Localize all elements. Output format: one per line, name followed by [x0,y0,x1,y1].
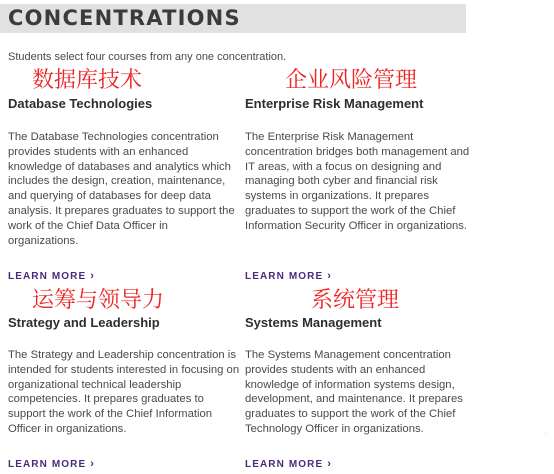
learn-more-link[interactable] [8,270,94,283]
card-title: Enterprise Risk Management [245,96,424,111]
chevron-right-icon: › [327,270,331,282]
learn-more-label: LEARN MORE [245,271,324,282]
concentration-card-systems-management [245,286,477,472]
chevron-right-icon: › [90,270,94,282]
learn-more-label: LEARN MORE [8,271,87,282]
learn-more-label: LEARN MORE [245,459,324,470]
learn-more-link[interactable] [245,270,331,283]
intro-text: Students select four courses from any one concentration. [8,51,287,63]
concentration-card-enterprise-risk-management [245,66,477,286]
annotation-label: 运筹与领导力 [32,288,165,313]
edge-decoration: ∵ [544,432,549,439]
concentration-card-database-technologies [8,66,240,286]
annotation-label: 系统管理 [311,288,400,313]
chevron-right-icon: › [327,458,331,470]
learn-more-link[interactable] [245,458,331,471]
learn-more-link[interactable] [8,458,94,471]
card-description: The Strategy and Leadership concentration is intended for students interested in focusing on organizational technical leadership competencies. It prepares graduates to support the work of the Chief Information Officer in organizations. [8,349,240,435]
annotation-label: 企业风险管理 [285,68,418,93]
card-description: The Enterprise Risk Management concentration bridges both management and IT areas, with a focus on designing and managing both cyber and financial risk systems in organizations. It prepares graduates to support the work of the Chief Information Security Officer in organizations. [245,131,470,232]
chevron-right-icon: › [90,458,94,470]
learn-more-label: LEARN MORE [8,459,87,470]
card-title: Strategy and Leadership [8,315,160,330]
card-title: Database Technologies [8,96,153,111]
concentration-card-strategy-and-leadership [8,286,240,472]
card-description: The Database Technologies concentration provides students with an enhanced knowledge of databases and analytics which includes the design, creation, maintenance, and querying of databases for deep data analysis. It prepares graduates to support the work of the Chief Data Officer in organizations. [8,131,235,247]
card-title: Systems Management [245,315,382,330]
card-description: The Systems Management concentration provides students with an enhanced knowledge of information systems design, development, and maintenance. It prepares graduates to support the work of the Chief Technology Officer in organizations. [245,349,463,435]
annotation-label: 数据库技术 [32,68,143,93]
page-title: CONCENTRATIONS [8,6,241,30]
